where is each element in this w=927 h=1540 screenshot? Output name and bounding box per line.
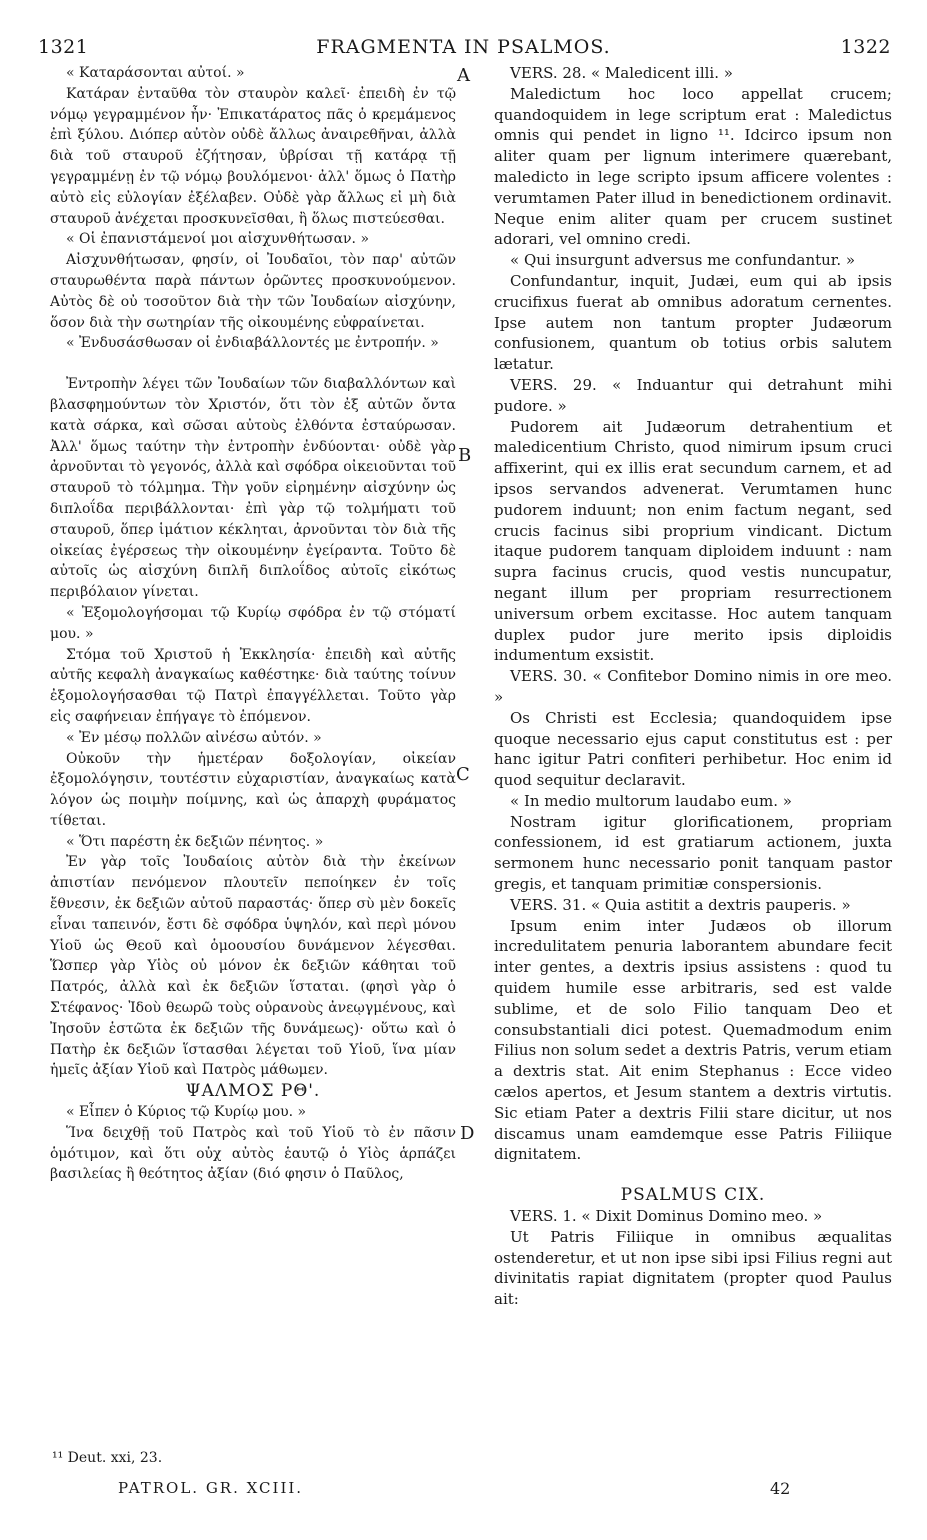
greek-paragraph: Αἰσχυνθήτωσαν, φησίν, οἱ Ἰουδαῖοι, τὸν παρ' αὐτῶν σταυρωθέντα παρὰ πάντων ὁρῶντες προσκυνούμενον. Αὐτὸς δὲ οὐ τοσοῦτον διὰ τὴν τῶν Ἰουδαίων αἰσχύνην, ὅσον διὰ τὴν σωτηρίαν τῆς οἰκουμένης εὐφραίνεται.: [50, 252, 456, 331]
margin-marker-b: B: [458, 445, 472, 466]
greek-paragraph: Στόμα τοῦ Χριστοῦ ἡ Ἐκκλησία· ἐπειδὴ καὶ αὐτῆς αὐτῆς κεφαλὴ ἀναγκαίως καθέστηκε· διὰ ταύτης τοίνυν ἐξομολογήσασθαι τῷ Πατρὶ ἐπαγγέλλεται. Τοῦτο γὰρ εἰς σαφήνειαν ἐπήγαγε τὸ ἑπόμενον.: [50, 646, 456, 725]
latin-psalm-heading: PSALMUS CIX.: [620, 1185, 766, 1206]
latin-paragraph: Ipsum enim inter Judæos ob illorum incredulitatem penuria laborantem abundare fecit inter gentes, a dextris ipsius assistens : quod tu quidem humile esse arbitraris, sed est valde sublime, et de solo Filio tanquam Deo et consubstantiali dici potest. Quemadmodum enim Filius non solum sedet a dextris Patris, verum etiam a dextris stat. Ait enim Stephanus : Ecce video cælos apertos, et Jesum stantem a dextris virtutis. Sic etiam Pater a dextris Filii stare dicitur, ut nos discamus unam eamdemque esse Patris Filiique dignitatem.: [494, 916, 892, 1164]
greek-lemma: « Εἶπεν ὁ Κύριος τῷ Κυρίῳ μου. »: [66, 1104, 307, 1121]
margin-marker-a: A: [457, 65, 470, 86]
running-title: FRAGMENTA IN PSALMOS.: [316, 36, 611, 58]
latin-lemma: VERS. 28. « Maledicent illi. »: [510, 64, 733, 82]
greek-paragraph: Ἐν γὰρ τοῖς Ἰουδαίοις αὐτὸν διὰ τὴν ἐκείνων ἀπιστίαν πενόμενον πλουτεῖν πεποίηκεν ἐν τοῖς ἔθνεσιν, ἐκ δεξιῶν αὐτοῦ παραστάς· ὅπερ σὺ μὲν δοκεῖς εἶναι ταπεινόν, ἔστι δὲ σφόδρα ὑψηλόν, καὶ περὶ μόνου Υἱοῦ ὡς Θεοῦ καὶ ὁμοουσίου δυνάμενον λέγεσθαι. Ὥσπερ γὰρ Υἱὸς οὐ μόνον ἐκ δεξιῶν κάθηται τοῦ Πατρός, ἀλλὰ καὶ ἐκ δεξιῶν ἵσταται. (φησὶ γὰρ ὁ Στέφανος· Ἰδοὺ θεωρῶ τοὺς οὐρανοὺς ἀνεῳγμένους, καὶ Ἰησοῦν ἑστῶτα ἐκ δεξιῶν τῆς δυνάμεως)· οὕτω καὶ ὁ Πατὴρ ἐκ δεξιῶν ἵστασθαι λέγεται τοῦ Υἱοῦ, ἵνα μίαν ἡμεῖς ἀξίαν Υἱοῦ καὶ Πατρὸς μάθωμεν.: [50, 854, 456, 1079]
greek-lemma: « Ἐξομολογήσομαι τῷ Κυρίῳ σφόδρα ἐν τῷ στόματί μου. »: [50, 604, 456, 642]
latin-lemma: « In medio multorum laudabo eum. »: [510, 791, 792, 810]
latin-paragraph: Confundantur, inquit, Judæi, eum qui ab ipsis crucifixus fuerat ab omnibus adoratum cernentes. Ipse autem non tantum propter Judæorum confusionem, quantum ob totius orbis salutem lætatur.: [494, 271, 892, 374]
latin-column: [494, 63, 892, 1310]
latin-lemma: VERS. 29. « Induantur qui detrahunt mihi pudore. »: [494, 375, 892, 415]
right-column-number: 1322: [840, 36, 891, 58]
latin-lemma: VERS. 31. « Quia astitit a dextris pauperis. »: [510, 895, 851, 914]
greek-paragraph: Οὐκοῦν τὴν ἡμετέραν δοξολογίαν, οἰκείαν ἐξομολόγησιν, τουτέστιν εὐχαριστίαν, ἀναγκαίως κατὰ λόγον ὡς ποιμὴν ποίμνης, καὶ ὡς ἀπαρχὴ φυράματος τίθεται.: [50, 750, 456, 829]
margin-marker-c: C: [456, 764, 470, 785]
latin-paragraph: Os Christi est Ecclesia; quandoquidem ipse quoque necessario ejus caput constitutus est : per hanc igitur Patri confiteri perhibetur. Hoc enim id quod sequitur declaravit.: [494, 708, 892, 790]
footnote: ¹¹ Deut. xxi, 23.: [52, 1450, 163, 1466]
greek-lemma: « Καταράσονται αὐτοί. »: [66, 65, 245, 81]
greek-paragraph: Ἐντροπὴν λέγει τῶν Ἰουδαίων τῶν διαβαλλόντων καὶ βλασφημούντων τὸν Χριστόν, ὅτι τὸν ἐξ αὐτῶν ὄντα κατὰ σάρκα, καὶ σῶσαι αὐτοὺς ἐλθόντα ἐσταύρωσαν. Ἀλλ' ὅμως ταύτην τὴν ἐντροπὴν ἐνδύονται· οὐδὲ γὰρ ἀρνοῦνται τὸ γεγονός, ἀλλὰ καὶ σφόδρα οἰκειοῦνται τοῦ σταυροῦ τὸ τόλμημα. Τὴν γοῦν εἰρημένην αἰσχύνην ὡς διπλοΐδα περιβάλλονται· ἐπὶ γὰρ τῷ τολμήματι τοῦ σταυροῦ, ὅπερ ἱμάτιον κέκληται, ἀρνοῦνται τὸν διὰ τῆς οἰκείας ἐγέρσεως τὴν οἰκουμένην ἐγείραντα. Τοῦτο δὲ αὐτοῖς ὡς αἰσχύνη διπλῆ διπλοΐδος αὐτοῖς εἰκότως περιβόλαιον γίνεται.: [50, 376, 456, 601]
latin-paragraph: Nostram igitur glorificationem, propriam confessionem, id est gratiarum actionem, juxta sermonem hunc necessario ponit tanquam pastor gregis, et tanquam primitiæ conspersionis.: [494, 812, 892, 894]
greek-lemma: « Ὅτι παρέστη ἐκ δεξιῶν πένητος. »: [66, 833, 324, 850]
latin-lemma: « Qui insurgunt adversus me confundantur. »: [510, 251, 856, 270]
latin-paragraph: Ut Patris Filiique in omnibus æqualitas ostenderetur, et ut non ipse sibi ipsi Filius regni aut divinitatis rapiat dignitatem (propter quod Paulus ait:: [494, 1227, 892, 1309]
greek-lemma: « Οἱ ἐπανιστάμενοί μοι αἰσχυνθήτωσαν. »: [66, 231, 370, 248]
margin-marker-d: D: [460, 1123, 475, 1144]
latin-lemma: VERS. 30. « Confitebor Domino nimis in ore meo. »: [494, 667, 892, 706]
latin-paragraph: Maledictum hoc loco appellat crucem; quandoquidem in lege scriptum erat : Maledictus omnis qui pendet in ligno ¹¹. Idcirco ipsum non aliter quam per lignum interimere quærebant, maledicto in lege scripto ipsum afficere volentes : verumtamen Pater illud in benedictionem ordinavit. Neque enim aliter quam per crucem sustinet adorari, vel omnino credi.: [494, 84, 892, 249]
signature-number: 42: [770, 1479, 791, 1498]
greek-column: [50, 63, 456, 1185]
latin-paragraph: Pudorem ait Judæorum detrahentium et maledicentium Christo, quod nimirum ipsum cruci affixerint, qui ex illis erat secundum carnem, et ad ipsos servandos advenerat. Verumtamen hunc pudorem induunt; non enim factum negant, sed crucis facinus sibi proprium vindicant. Dictum itaque pudorem tanquam diploidem induunt : nam supra facinus crucis, quod vestis nuncupatur, negant illum per propriam resurrectionem universum orbem excitasse. Hoc autem tanquam duplex pudor jure merito ipsis diploidis indumentum exsistit.: [494, 417, 892, 665]
greek-paragraph: Κατάραν ἐνταῦθα τὸν σταυρὸν καλεῖ· ἐπειδὴ ἐν τῷ νόμῳ γεγραμμένον ἦν· Ἐπικατάρατος πᾶς ὁ κρεμάμενος ἐπὶ ξύλου. Διόπερ αὐτὸν οὐδὲ ἄλλως ἀναιρεθῆναι, ἀλλὰ διὰ τοῦ σταυροῦ ἐζήτησαν, ὑβρίσαι τῇ κατάρᾳ τῇ γεγραμμένῃ ἐν τῷ νόμῳ βουλόμενοι· ἀλλ' ὅμως ὁ Πατὴρ αὐτὸ εἰς εὐλογίαν ἐξέλαβεν. Οὐδὲ γὰρ ἄλλως εἰ μὴ διὰ σταυροῦ ἀνέχεται προσκυνεῖσθαι, ἢ ὅλως πιστεύεσθαι.: [50, 85, 456, 227]
latin-lemma: VERS. 1. « Dixit Dominus Domino meo. »: [510, 1207, 823, 1226]
greek-lemma: « Ἐνδυσάσθωσαν οἱ ἐνδιαβάλλοντές με ἐντροπήν. »: [66, 335, 439, 352]
left-column-number: 1321: [38, 36, 89, 58]
greek-paragraph: Ἵνα δειχθῇ τοῦ Πατρὸς καὶ τοῦ Υἱοῦ τὸ ἐν πᾶσιν ὁμότιμον, καὶ ὅτι οὐχ αὐτὸς ἑαυτῷ ὁ Υἱὸς ἁρπάζει βασιλείας ἢ θεότητος ἀξίαν (διό φησιν ὁ Παῦλος,: [50, 1124, 456, 1183]
greek-lemma: « Ἐν μέσῳ πολλῶν αἰνέσω αὐτόν. »: [66, 729, 322, 746]
greek-psalm-heading: ΨΑΛΜΟΣ ΡΘ'.: [185, 1081, 321, 1102]
patrologia-volume: PATROL. GR. XCIII.: [118, 1479, 304, 1497]
